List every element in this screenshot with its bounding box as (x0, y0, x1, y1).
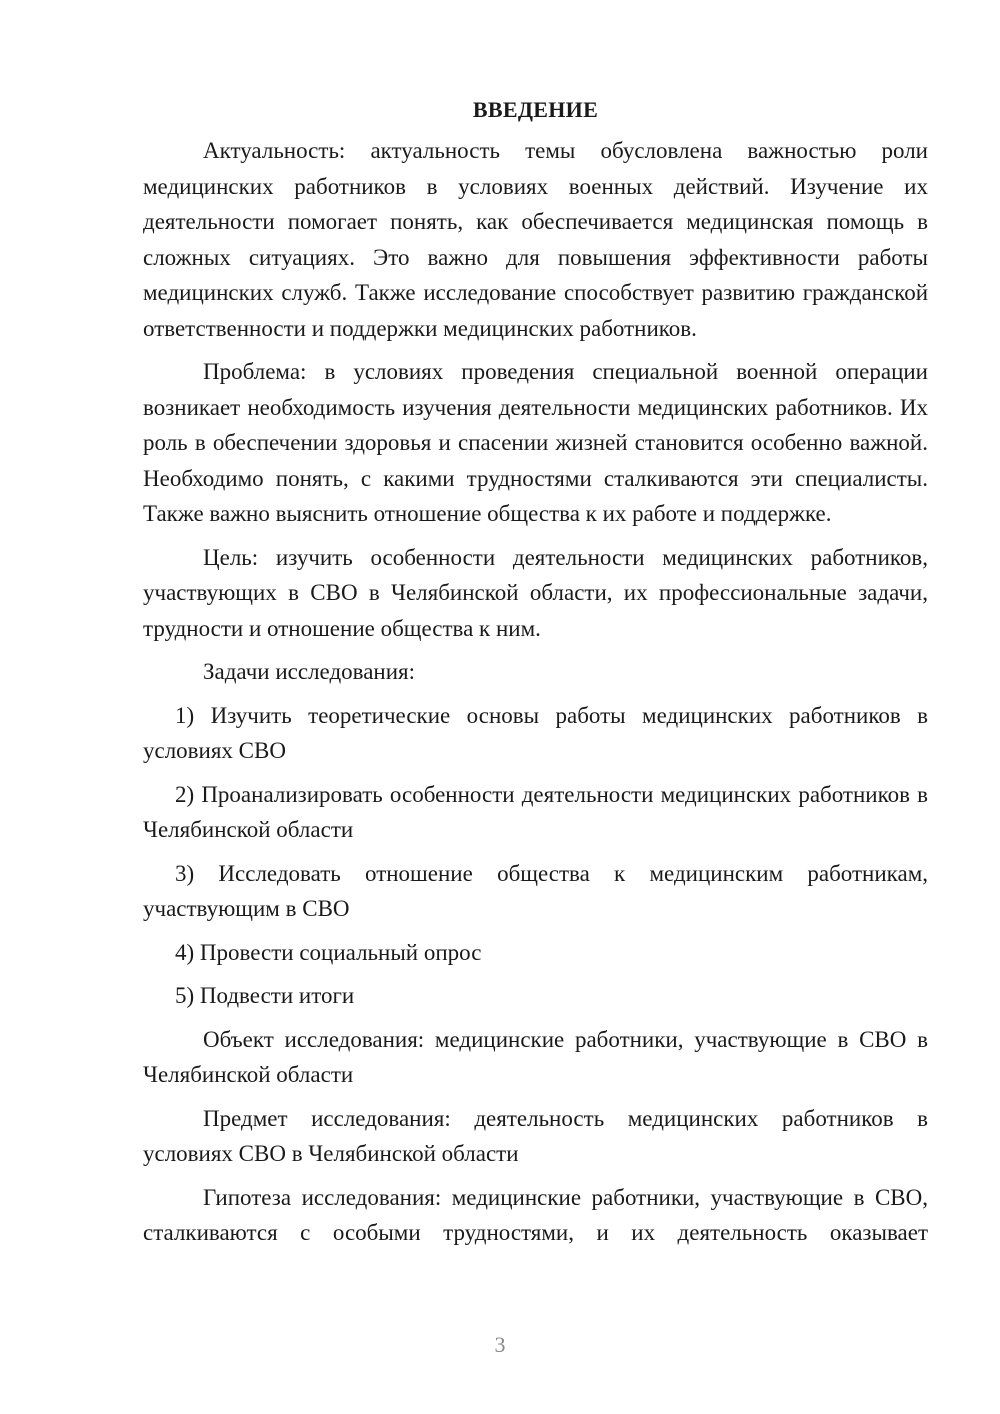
paragraph-subject: Предмет исследования: деятельность медицинских работников в условиях СВО в Челябинской области (143, 1105, 928, 1166)
section-heading: ВВЕДЕНИЕ (472, 97, 599, 122)
task-item-2: 2) Проанализировать особенности деятельности медицинских работников в Челябинской области (143, 781, 928, 842)
paragraph-goal: Цель: изучить особенности деятельности медицинских работников, участвующих в СВО в Челябинской области, их профессиональные задачи, трудности и отношение общества к ним. (143, 544, 928, 641)
task-item-5: 5) Подвести итоги (175, 983, 355, 1008)
paragraph-object: Объект исследования: медицинские работники, участвующие в СВО в Челябинской области (143, 1026, 928, 1087)
document-body (143, 92, 928, 1259)
tasks-title: Задачи исследования: (203, 659, 416, 684)
task-item-1: 1) Изучить теоретические основы работы медицинских работников в условиях СВО (143, 702, 928, 763)
paragraph-hypothesis: Гипотеза исследования: медицинские работники, участвующие в СВО, сталкиваются с особыми трудностями, и их деятельность оказывает (143, 1184, 928, 1245)
paragraph-problem: Проблема: в условиях проведения специальной военной операции возникает необходимость изучения деятельности медицинских работников. Их роль в обеспечении здоровья и спасении жизней становится особенно важной. Необходимо понять, с какими трудностями сталкиваются эти специалисты. Также важно выяснить отношение общества к их работе и поддержке. (143, 359, 928, 526)
task-item-3: 3) Исследовать отношение общества к медицинским работникам, участвующим в СВО (143, 860, 928, 921)
paragraph-relevance: Актуальность: актуальность темы обусловлена важностью роли медицинских работников в условиях военных действий. Изучение их деятельности помогает понять, как обеспечивается медицинская помощь в сложных ситуациях. Это важно для повышения эффективности работы медицинских служб. Также исследование способствует развитию гражданской ответственности и поддержки медицинских работников. (143, 138, 928, 341)
page-number: 3 (494, 1332, 506, 1357)
task-item-4: 4) Провести социальный опрос (175, 939, 482, 965)
